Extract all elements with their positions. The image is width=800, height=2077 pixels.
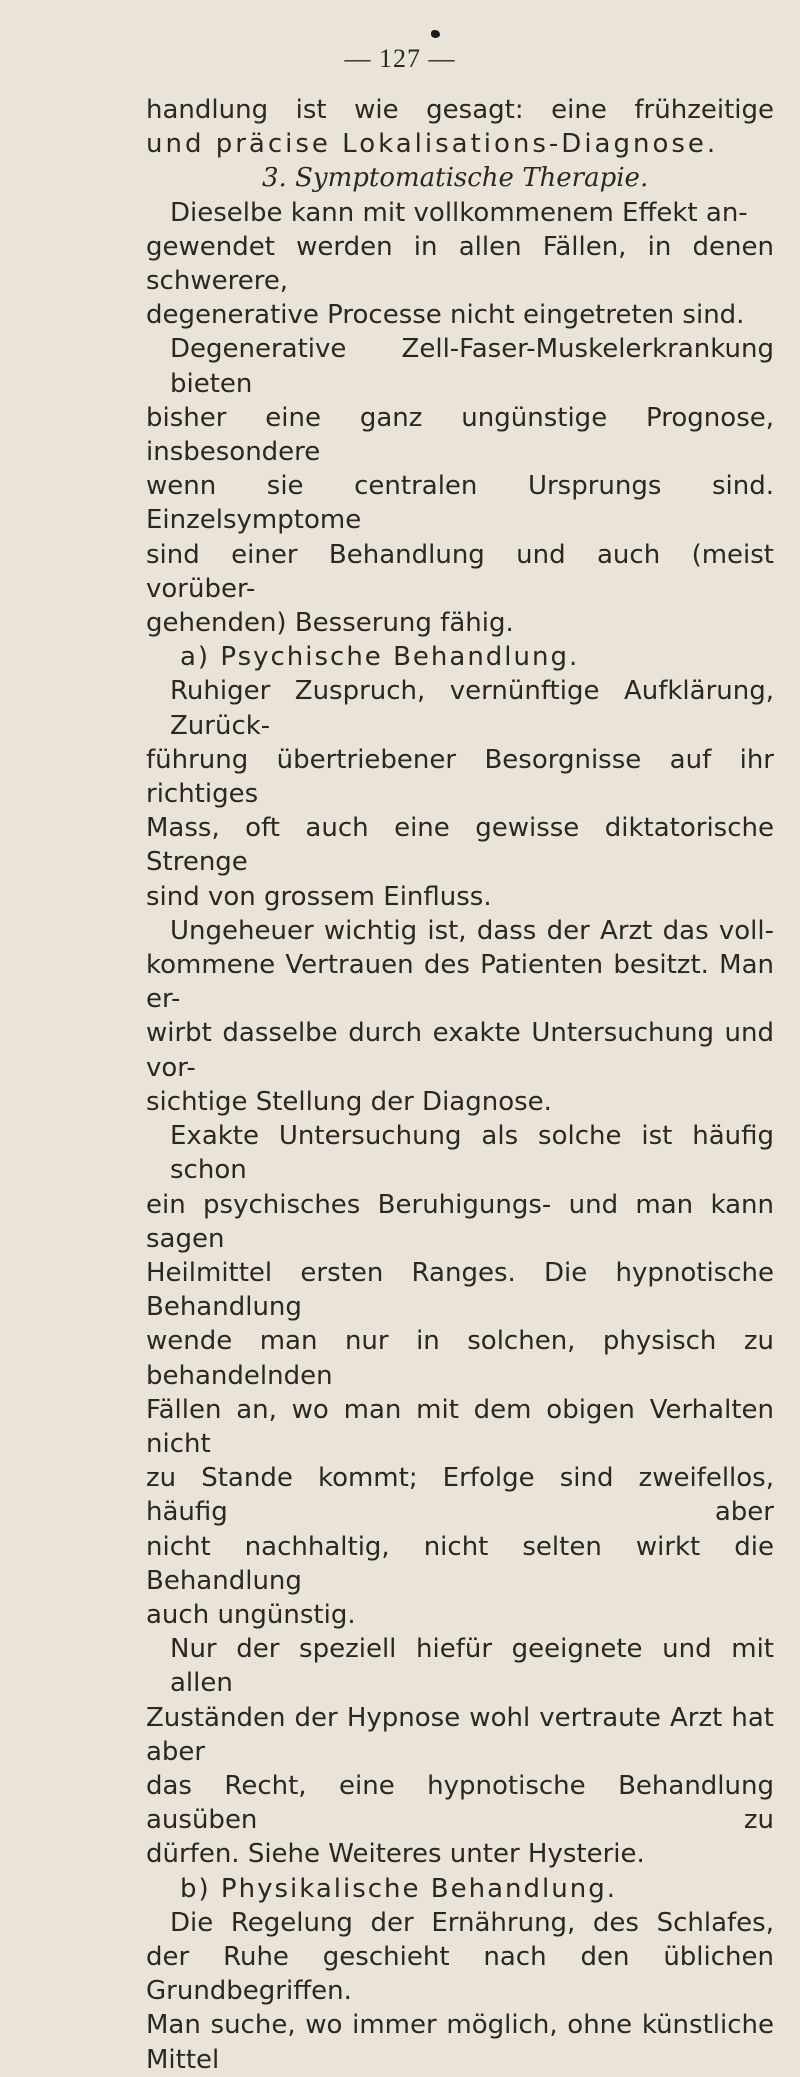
page-number: — 127 — <box>344 44 456 73</box>
text-line: Ruhiger Zuspruch, vernünftige Aufklärung, Zurück- <box>170 676 774 741</box>
text-line: ein psychisches Beruhigungs- und man kann sagen <box>146 1189 774 1254</box>
text-line: Fällen an, wo man mit dem obigen Verhalten nicht <box>146 1394 774 1459</box>
text-line: dürfen. Siehe Weiteres unter Hysterie. <box>146 1839 645 1870</box>
text-line: gehenden) Besserung fähig. <box>146 608 514 639</box>
section-heading: 3. Symptomatische Therapie. <box>262 163 649 194</box>
text-line: gewendet werden in allen Fällen, in denen schwerere, <box>146 231 774 297</box>
subsection-heading: b) Physikalische Behandlung. <box>180 1873 617 1904</box>
text-line: handlung ist wie gesagt: eine frühzeitige <box>146 95 774 125</box>
text-line: das Recht, eine hypnotische Behandlung ausüben zu <box>146 1770 774 1836</box>
text-line: sichtige Stellung der Diagnose. <box>146 1086 552 1117</box>
subsection-heading: a) Psychische Behandlung. <box>180 642 580 673</box>
text-line: der Ruhe geschieht nach den üblichen Grundbegriffen. <box>146 1941 774 2007</box>
text-line: Heilmittel ersten Ranges. Die hypnotische Behandlung <box>146 1257 774 1323</box>
text-line: Man suche, wo immer möglich, ohne künstliche Mittel <box>146 2010 774 2075</box>
text-line: führung übertriebener Besorgnisse auf ihr richtiges <box>146 744 774 810</box>
text-line: Mass, oft auch eine gewisse diktatorische Strenge <box>146 813 774 878</box>
text-line: nicht nachhaltig, nicht selten wirkt die Behandlung <box>146 1531 774 1596</box>
text-line: Degenerative Zell-Faser-Muskelerkrankung bieten <box>170 334 774 399</box>
text-line: wende man nur in solchen, physisch zu behandelnden <box>146 1326 774 1391</box>
text-line: auch ungünstig. <box>146 1599 356 1630</box>
text-line: Dieselbe kann mit vollkommenem Effekt an- <box>170 197 748 228</box>
text-line: Exakte Untersuchung als solche ist häufig schon <box>170 1121 774 1186</box>
text-line: Zuständen der Hypnose wohl vertraute Arzt hat aber <box>146 1702 774 1767</box>
text-line: bisher eine ganz ungünstige Prognose, insbesondere <box>146 402 774 468</box>
text-line: Nur der speziell hiefür geeignete und mit allen <box>170 1634 774 1699</box>
text-body <box>146 93 774 2077</box>
text-line: Ungeheuer wichtig ist, dass der Arzt das voll- <box>170 915 774 946</box>
text-line: wirbt dasselbe durch exakte Untersuchung und vor- <box>146 1018 774 1083</box>
text-line: kommene Vertrauen des Patienten besitzt. Man er- <box>146 950 774 1015</box>
text-line: sind einer Behandlung und auch (meist vorüber- <box>146 539 774 604</box>
ink-mark <box>431 30 440 38</box>
text-line: zu Stande kommt; Erfolge sind zweifellos, häufig aber <box>146 1463 774 1528</box>
text-line: und präcise Lokalisations-Diagnose. <box>146 129 719 160</box>
text-line: Die Regelung der Ernährung, des Schlafes, <box>170 1907 774 1938</box>
text-line: sind von grossem Einfluss. <box>146 881 492 912</box>
text-line: wenn sie centralen Ursprungs sind. Einzelsymptome <box>146 471 774 536</box>
text-line: degenerative Processe nicht eingetreten sind. <box>146 300 745 331</box>
